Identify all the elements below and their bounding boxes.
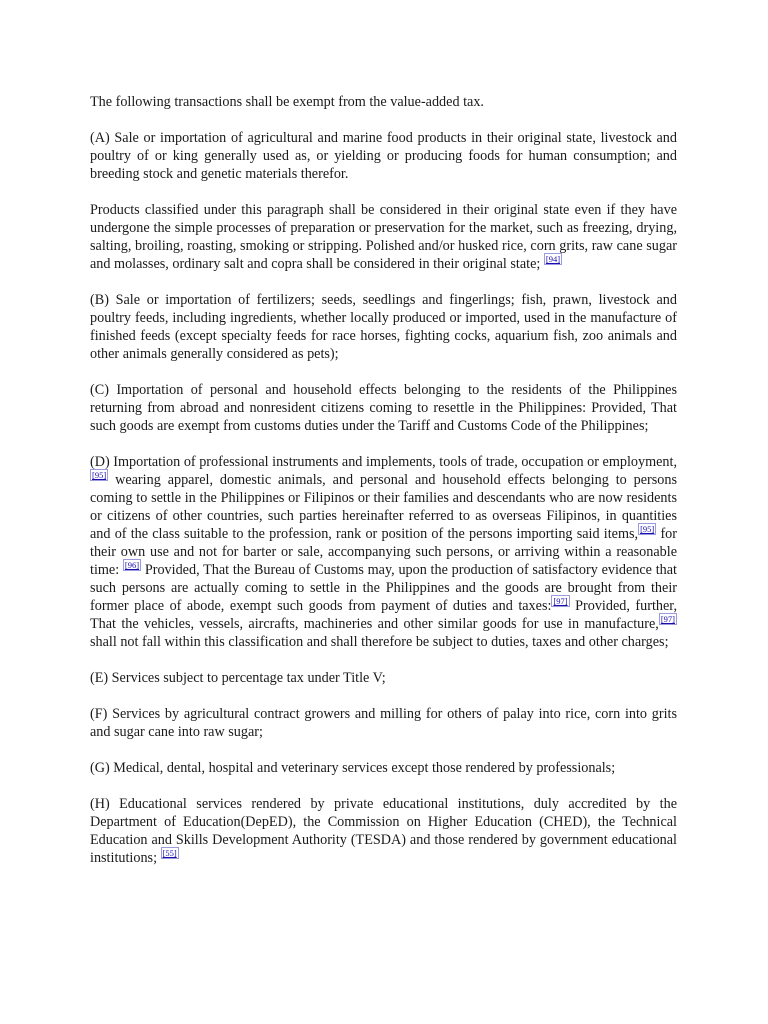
footnote-97-first-link[interactable]: [97] bbox=[553, 596, 568, 607]
products-paragraph bbox=[90, 201, 677, 273]
section-h-text: (H) Educational services rendered by private educational institutions, duly accredited by the Department of Education(DepED), the Commission on Higher Education (CHED), the Technical Education and Skills Development Authority (TESDA) and those rendered by government educational institutions; bbox=[90, 796, 677, 866]
section-b-text: (B) Sale or importation of fertilizers; seeds, seedlings and fingerlings; fish, prawn, livestock and poultry feeds, including ingredients, whether locally produced or imported, used in the manufacture of finished feeds (except specialty feeds for race horses, fighting cocks, aquarium fish, zoo animals and other animals generally considered as pets); bbox=[90, 292, 677, 362]
section-c-paragraph bbox=[90, 381, 677, 435]
section-d-paragraph bbox=[90, 453, 677, 651]
footnote-97-first bbox=[551, 595, 569, 607]
section-a-text: (A) Sale or importation of agricultural and marine food products in their original state, livestock and poultry of or king generally used as, or yielding or producing foods for human consumption; and breeding stock and genetic materials therefor. bbox=[90, 130, 677, 182]
section-h-paragraph bbox=[90, 795, 677, 867]
section-d-text-5: Provided, further, That the vehicles, vessels, aircrafts, machineries and other similar goods for use in manufacture, bbox=[90, 598, 678, 632]
footnote-94-link[interactable]: [94] bbox=[545, 254, 561, 265]
section-d-text-4: Provided, That the Bureau of Customs may, upon the production of satisfactory evidence that such persons are actually coming to settle in the Philippines and the goods are brought from their former place of abode, exempt such goods from payment of duties and taxes: bbox=[90, 562, 678, 614]
section-g-paragraph bbox=[90, 759, 677, 777]
footnote-96-link[interactable]: [96] bbox=[124, 560, 140, 571]
footnote-55 bbox=[161, 847, 179, 859]
section-c-text: (C) Importation of personal and household effects belonging to the residents of the Philippines returning from abroad and nonresident citizens coming to resettle in the Philippines: Provided, That such goods are exempt from customs duties under the Tariff and Customs Code of the Philippines; bbox=[90, 382, 677, 434]
section-g-text: (G) Medical, dental, hospital and veterinary services except those rendered by professionals; bbox=[90, 760, 616, 776]
footnote-55-link[interactable]: [55] bbox=[162, 848, 177, 859]
intro-text: The following transactions shall be exempt from the value-added tax. bbox=[90, 94, 484, 110]
document-page bbox=[90, 93, 677, 885]
section-d-text-3: for their own use and not for barter or sale, accompanying such persons, or arriving within a reasonable time: bbox=[90, 526, 677, 578]
section-d-text-1: (D) Importation of professional instruments and implements, tools of trade, occupation or employment, bbox=[90, 454, 677, 470]
section-d-text-6: shall not fall within this classification and shall therefore be subject to duties, taxes and other charges; bbox=[90, 634, 669, 650]
footnote-97-second bbox=[659, 613, 677, 625]
section-e-text: (E) Services subject to percentage tax under Title V; bbox=[90, 670, 386, 686]
footnote-95-first bbox=[90, 469, 108, 481]
footnote-95-first-link[interactable]: [95] bbox=[92, 470, 107, 481]
products-text: Products classified under this paragraph shall be considered in their original state even if they have undergone the simple processes of preparation or preservation for the market, such as freezing, drying, salting, broiling, roasting, smoking or stripping. Polished and/or husked rice, corn grits, raw cane sugar and molasses, ordinary salt and copra shall be considered in their original state; bbox=[90, 202, 677, 272]
footnote-95-second-link[interactable]: [95] bbox=[640, 524, 655, 535]
section-b-paragraph bbox=[90, 291, 677, 363]
section-e-paragraph bbox=[90, 669, 677, 687]
footnote-96 bbox=[123, 559, 141, 571]
section-a-paragraph bbox=[90, 129, 677, 183]
footnote-97-second-link[interactable]: [97] bbox=[660, 614, 675, 625]
intro-paragraph bbox=[90, 93, 677, 111]
footnote-94 bbox=[544, 253, 562, 265]
section-d-text-2: wearing apparel, domestic animals, and personal and household effects belonging to persons coming to settle in the Philippines or Filipinos or their families and descendants who are now residents or citizens of other countries, such parties hereinafter referred to as overseas Filipinos, in quantities and of the class suitable to the profession, rank or position of the persons importing said items, bbox=[90, 472, 677, 542]
footnote-95-second bbox=[638, 523, 656, 535]
section-f-text: (F) Services by agricultural contract growers and milling for others of palay into rice, corn into grits and sugar cane into raw sugar; bbox=[90, 706, 677, 740]
section-f-paragraph bbox=[90, 705, 677, 741]
